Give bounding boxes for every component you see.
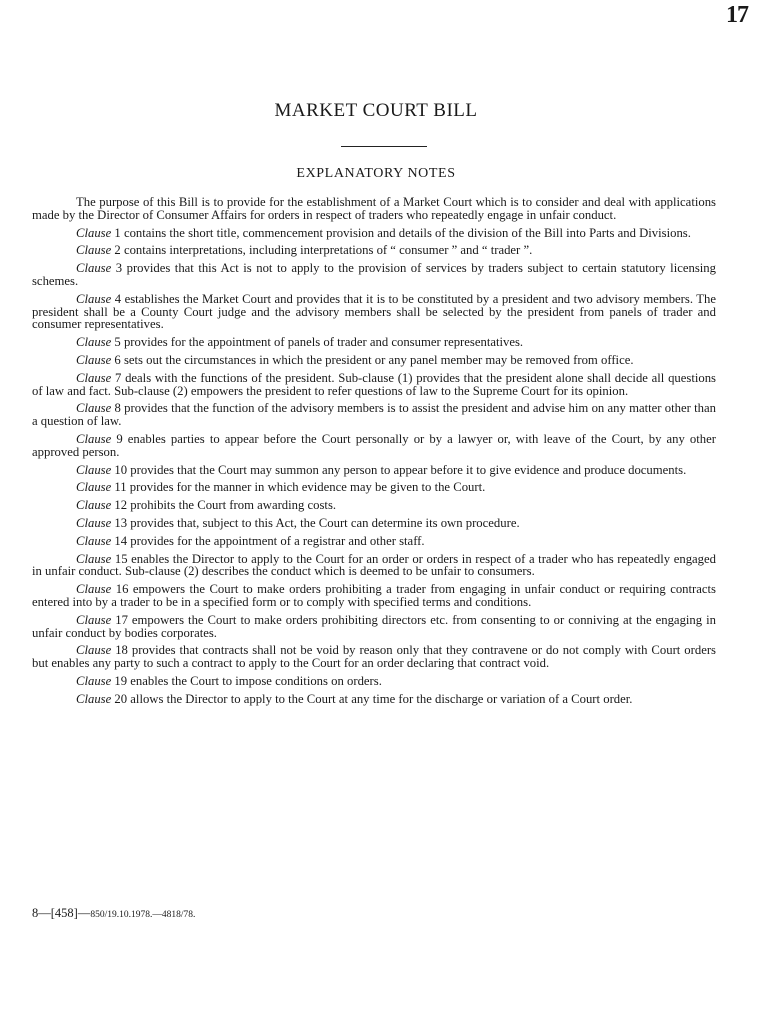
- paragraph-text: The purpose of this Bill is to provide for the establishment of a Market Court which is to consider and deal with applications made by the Director of Consumer Affairs for orders in respect of traders who repeatedly engage in unfair conduct.: [32, 195, 716, 222]
- clause-label: Clause: [76, 673, 112, 688]
- clause-label: Clause: [76, 691, 112, 706]
- clause-label: Clause: [76, 291, 112, 306]
- paragraph-clause-3: [32, 262, 716, 288]
- paragraph-clause-17: [32, 614, 716, 640]
- clause-label: Clause: [76, 370, 112, 385]
- paragraph-clause-5: [32, 336, 716, 349]
- paragraph-clause-14: [32, 535, 716, 548]
- clause-label: Clause: [76, 515, 112, 530]
- clause-label: Clause: [76, 243, 112, 258]
- paragraph-clause-6: [32, 354, 716, 367]
- paragraph-clause-11: [32, 481, 716, 494]
- paragraph-text: 1 contains the short title, commencement provision and details of the division of the Bill into Parts and Divisions.: [111, 225, 691, 240]
- paragraph-text: 8 provides that the function of the advisory members is to assist the president and advise him on any matter other than a question of law.: [32, 401, 716, 429]
- clause-label: Clause: [76, 431, 112, 446]
- paragraph-clause-10: [32, 464, 716, 477]
- clause-label: Clause: [76, 352, 112, 367]
- paragraph-text: 9 enables parties to appear before the Court personally or by a lawyer or, with leave of the Court, by any other approved person.: [32, 431, 716, 459]
- paragraph-text: 17 empowers the Court to make orders prohibiting directors etc. from consenting to or conniving at the engaging in unfair conduct by bodies corporates.: [32, 612, 716, 640]
- paragraph-text: 12 prohibits the Court from awarding costs.: [111, 498, 337, 513]
- paragraph-clause-16: [32, 583, 716, 609]
- paragraph-clause-18: [32, 644, 716, 670]
- paragraph-text: 18 provides that contracts shall not be void by reason only that they contravene or do not comply with Court orders but enables any party to such a contract to apply to the Court for an order declaring that contract void.: [32, 643, 716, 671]
- paragraph-text: 10 provides that the Court may summon any person to appear before it to give evidence and produce documents.: [111, 462, 687, 477]
- paragraph-clause-20: [32, 693, 716, 706]
- paragraph-clause-7: [32, 372, 716, 398]
- clause-label: Clause: [76, 480, 112, 495]
- paragraph-text: 7 deals with the functions of the president. Sub-clause (1) provides that the president alone shall decide all questions of law and fact. Sub-clause (2) empowers the president to refer questions of law to the Supreme Court for its opinion.: [32, 370, 716, 398]
- paragraph-text: 14 provides for the appointment of a registrar and other staff.: [111, 533, 425, 548]
- section-heading: EXPLANATORY NOTES: [296, 166, 456, 181]
- paragraph-text: 11 provides for the manner in which evidence may be given to the Court.: [111, 480, 486, 495]
- clause-label: Clause: [76, 335, 112, 350]
- paragraph-clause-12: [32, 499, 716, 512]
- clause-label: Clause: [76, 551, 112, 566]
- paragraph-text: 6 sets out the circumstances in which the president or any panel member may be removed from office.: [111, 352, 634, 367]
- clause-label: Clause: [76, 582, 112, 597]
- paragraph-text: 5 provides for the appointment of panels of trader and consumer representatives.: [111, 335, 524, 350]
- clause-label: Clause: [76, 261, 112, 276]
- clause-label: Clause: [76, 643, 112, 658]
- paragraph-text: 20 allows the Director to apply to the Court at any time for the discharge or variation of a Court order.: [111, 691, 633, 706]
- notes-body: [32, 196, 716, 711]
- clause-label: Clause: [76, 401, 112, 416]
- paragraph-clause-15: [32, 553, 716, 579]
- paragraph-clause-19: [32, 675, 716, 688]
- paragraph-clause-8: [32, 402, 716, 428]
- paragraph-text: 4 establishes the Market Court and provides that it is to be constituted by a president and two advisory members. The president shall be a County Court judge and the advisory members shall be selected by the president from panels of trader and consumer representatives.: [32, 291, 716, 332]
- paragraph-text: 13 provides that, subject to this Act, the Court can determine its own procedure.: [111, 515, 520, 530]
- paragraph-text: 16 empowers the Court to make orders prohibiting a trader from engaging in unfair conduct or requiring contracts entered into by a trader to be in a specified form or to comply with specified terms and conditions.: [32, 582, 716, 609]
- clause-label: Clause: [76, 498, 112, 513]
- clause-label: Clause: [76, 612, 112, 627]
- paragraph-text: 19 enables the Court to impose conditions on orders.: [111, 673, 382, 688]
- paragraph-intro: [32, 196, 716, 222]
- document-title: MARKET COURT BILL: [274, 100, 478, 121]
- paragraph-clause-4: [32, 293, 716, 331]
- paragraph-clause-9: [32, 433, 716, 459]
- clause-label: Clause: [76, 533, 112, 548]
- paragraph-clause-1: [32, 227, 716, 240]
- paragraph-text: 2 contains interpretations, including interpretations of “ consumer ” and “ trader ”.: [111, 243, 533, 258]
- page-number: 17: [726, 2, 748, 28]
- print-reference: [32, 906, 195, 921]
- title-divider: [341, 146, 427, 147]
- footer-code: 8—[458]—: [32, 906, 91, 920]
- clause-label: Clause: [76, 225, 112, 240]
- paragraph-text: 3 provides that this Act is not to apply to the provision of services by traders subject to certain statutory licensing schemes.: [32, 261, 716, 288]
- footer-ref: 850/19.10.1978.—4818/78.: [90, 910, 196, 920]
- paragraph-clause-13: [32, 517, 716, 530]
- clause-label: Clause: [76, 462, 112, 477]
- paragraph-text: 15 enables the Director to apply to the Court for an order or orders in respect of a trader who has repeatedly engaged in unfair conduct. Sub-clause (2) describes the conduct which is deemed to be unfair to consumers.: [32, 551, 716, 579]
- paragraph-clause-2: [32, 244, 716, 257]
